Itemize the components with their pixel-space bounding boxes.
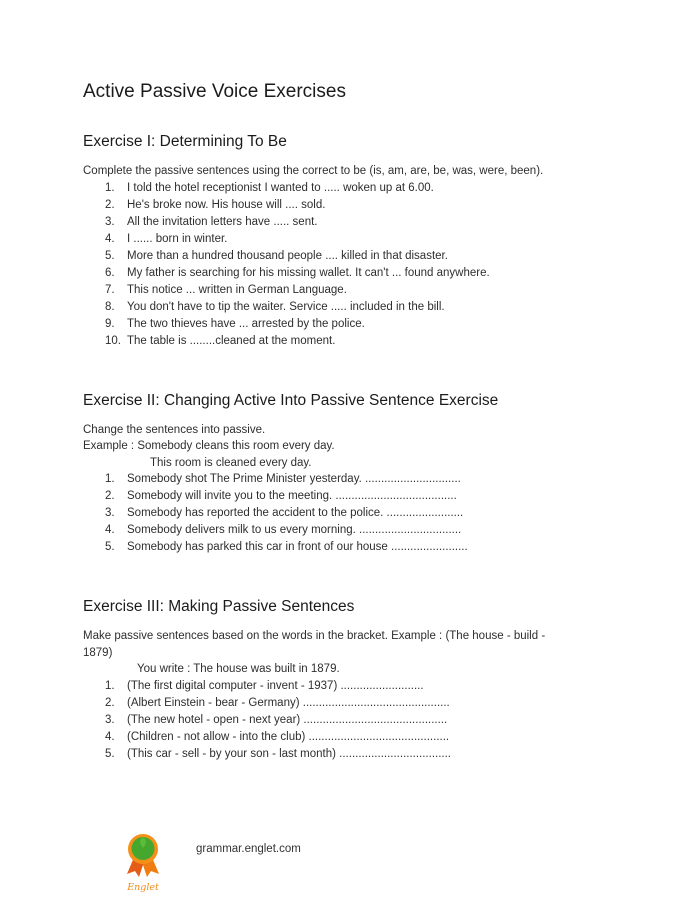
exercise-1-list xyxy=(83,180,648,350)
list-item xyxy=(105,471,648,488)
list-item xyxy=(105,522,648,539)
list-item xyxy=(105,316,648,333)
list-item xyxy=(105,746,648,763)
logo-icon xyxy=(121,831,165,879)
list-item xyxy=(105,678,648,695)
exercise-3-instructions-line1: Make passive sentences based on the words in the bracket. Example : (The house - build - xyxy=(83,630,546,642)
list-item-text: Somebody delivers milk to us every morning. ................................ xyxy=(127,524,462,536)
exercise-2-list xyxy=(83,471,648,556)
exercise-3-heading: Exercise III: Making Passive Sentences xyxy=(83,598,355,615)
list-item xyxy=(105,539,648,556)
list-item xyxy=(105,248,648,265)
exercise-3-instructions-line2: 1879) xyxy=(83,646,113,659)
list-item xyxy=(105,231,648,248)
exercise-3-you-write-line: You write : The house was built in 1879. xyxy=(137,663,340,675)
englet-logo xyxy=(118,831,168,893)
site-url: grammar.englet.com xyxy=(196,843,301,855)
document-title: Active Passive Voice Exercises xyxy=(83,81,346,102)
list-item-text: (The first digital computer - invent - 1937) .......................... xyxy=(127,679,424,692)
list-item-text: (The new hotel - open - next year) ............................................. xyxy=(127,713,448,726)
exercise-2-instruction-line: Change the sentences into passive. xyxy=(83,423,266,436)
list-item-text: The two thieves have ... arrested by the police. xyxy=(127,317,365,330)
exercise-3-list xyxy=(83,678,648,763)
list-item xyxy=(105,265,648,282)
list-item xyxy=(105,282,648,299)
list-item-text: I told the hotel receptionist I wanted to ..... woken up at 6.00. xyxy=(127,181,434,194)
list-item xyxy=(105,214,648,231)
list-item-text: Somebody has reported the accident to the police. ........................ xyxy=(127,507,464,519)
exercise-1-instructions: Complete the passive sentences using the correct to be (is, am, are, be, was, were, been). xyxy=(83,165,544,177)
list-item-text: All the invitation letters have ..... sent. xyxy=(127,215,318,228)
list-item-text: Somebody has parked this car in front of our house ........................ xyxy=(127,541,468,553)
list-item-text: Somebody shot The Prime Minister yesterday. .............................. xyxy=(127,473,461,485)
exercise-2-example-line: Example : Somebody cleans this room every day. xyxy=(83,440,335,452)
list-item-text: My father is searching for his missing wallet. It can't ... found anywhere. xyxy=(127,266,490,279)
list-item xyxy=(105,729,648,746)
logo-wordmark: Englet xyxy=(127,882,159,893)
list-item-text: I ...... born in winter. xyxy=(127,232,228,245)
list-item-text: (Children - not allow - into the club) ............................................ xyxy=(127,730,450,743)
exercise-2-heading: Exercise II: Changing Active Into Passive Sentence Exercise xyxy=(83,391,499,409)
list-item-text: Somebody will invite you to the meeting. ...................................... xyxy=(127,490,457,502)
list-item xyxy=(105,505,648,522)
list-item xyxy=(105,180,648,197)
exercise-1-heading: Exercise I: Determining To Be xyxy=(83,133,287,150)
list-item xyxy=(105,333,648,350)
list-item-text: More than a hundred thousand people .... killed in that disaster. xyxy=(127,249,448,262)
footer xyxy=(118,831,301,893)
list-item-text: (This car - sell - by your son - last month) ................................... xyxy=(127,747,451,760)
list-item-text: (Albert Einstein - bear - Germany) .............................................. xyxy=(127,696,450,709)
list-item-text: The table is ........cleaned at the moment. xyxy=(127,334,336,347)
exercise-2-example-answer: This room is cleaned every day. xyxy=(150,456,312,469)
list-item-text: You don't have to tip the waiter. Service ..... included in the bill. xyxy=(127,300,445,313)
list-item-text: He's broke now. His house will .... sold. xyxy=(127,198,326,211)
list-item xyxy=(105,488,648,505)
list-item xyxy=(105,299,648,316)
list-item-text: This notice ... written in German Language. xyxy=(127,283,347,296)
list-item xyxy=(105,197,648,214)
list-item xyxy=(105,712,648,729)
list-item xyxy=(105,695,648,712)
